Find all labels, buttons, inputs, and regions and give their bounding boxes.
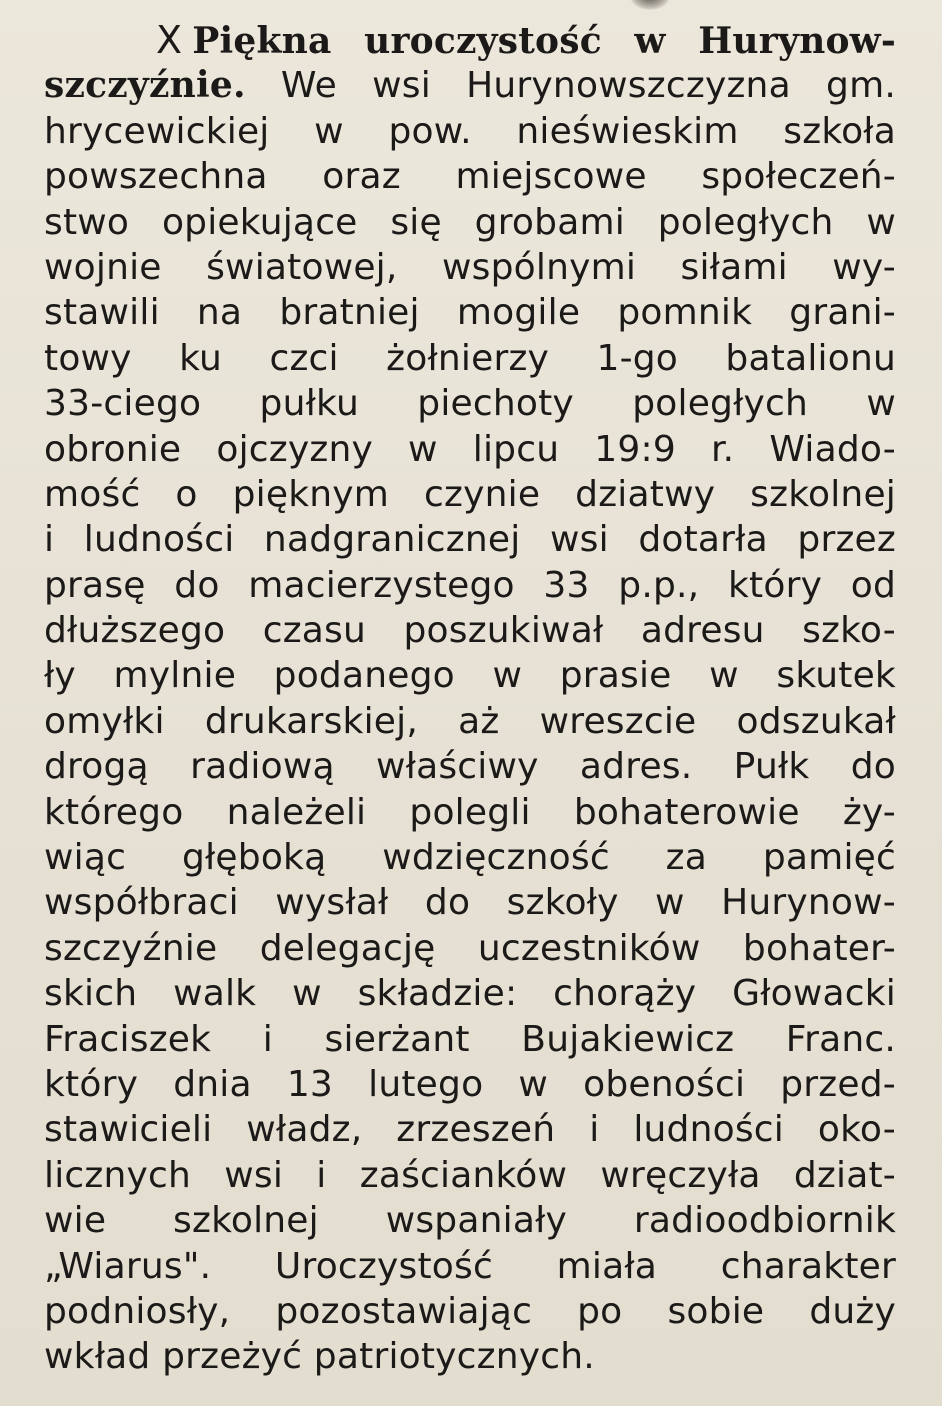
- text-line-22: skich walk w składzie: chorąży Głowacki: [44, 973, 896, 1015]
- text-line-2: [44, 63, 896, 108]
- text-line-23: Fraciszek i sierżant Bujakiewicz Franc.: [44, 1018, 896, 1060]
- text-line-8: towy ku czci żołnierzy 1-go batalionu: [44, 337, 896, 379]
- text-line-30: wkład przeżyć patriotycznych.: [44, 1336, 595, 1378]
- text-line-17: drogą radiową właściwy adres. Pułk do: [44, 746, 896, 788]
- text-line-19: wiąc głęboką wdzięczność za pamięć: [44, 837, 896, 879]
- text-line-4: powszechna oraz miejscowe społeczeń-: [44, 156, 896, 198]
- text-line-15: ły mylnie podanego w prasie w skutek: [44, 655, 896, 697]
- text-line-28: „Wiarus". Uroczystość miała charakter: [44, 1245, 896, 1287]
- text-line-5: stwo opiekujące się grobami poległych w: [44, 201, 896, 243]
- line1-rest: We wsi Hurynowszczyzna gm.: [280, 65, 896, 107]
- headline-line: [44, 18, 896, 63]
- text-line-25: stawicieli władz, zrzeszeń i ludności oko-: [44, 1109, 896, 1151]
- text-line-6: wojnie światowej, wspólnymi siłami wy-: [44, 246, 896, 288]
- headline-part2: szczyźnie.: [44, 64, 246, 107]
- text-line-24: który dnia 13 lutego w obeności przed-: [44, 1063, 896, 1105]
- text-line-29: podniosły, pozostawiając po sobie duży: [44, 1290, 896, 1332]
- text-line-18: którego należeli polegli bohaterowie ży-: [44, 791, 896, 833]
- text-line-16: omyłki drukarskiej, aż wreszcie odszukał: [44, 700, 896, 742]
- x-mark-icon: X: [156, 18, 183, 62]
- text-line-9: 33-ciego pułku piechoty poległych w: [44, 383, 896, 425]
- text-line-27: wie szkolnej wspaniały radioodbiornik: [44, 1200, 896, 1242]
- text-line-26: licznych wsi i zaścianków wręczyła dziat-: [44, 1154, 896, 1196]
- text-line-14: dłuższego czasu poszukiwał adresu szko-: [44, 610, 896, 652]
- ink-smudge: [630, 0, 670, 10]
- article-body: [44, 18, 896, 1380]
- text-line-10: obronie ojczyzny w lipcu 19:9 r. Wiado-: [44, 428, 896, 470]
- text-line-13: prasę do macierzystego 33 p.p., który od: [44, 564, 896, 606]
- text-line-11: mość o pięknym czynie dziatwy szkolnej: [44, 473, 896, 515]
- text-line-21: szczyźnie delegację uczestników bohater-: [44, 927, 896, 969]
- text-line-12: i ludności nadgranicznej wsi dotarła przez: [44, 519, 896, 561]
- text-line-20: współbraci wysłał do szkoły w Hurynow-: [44, 882, 896, 924]
- text-line-3: hrycewickiej w pow. nieświeskim szkoła: [44, 110, 896, 152]
- headline-part1: Piękna uroczystość w Hurynow-: [192, 20, 896, 62]
- text-line-7: stawili na bratniej mogile pomnik grani-: [44, 292, 896, 334]
